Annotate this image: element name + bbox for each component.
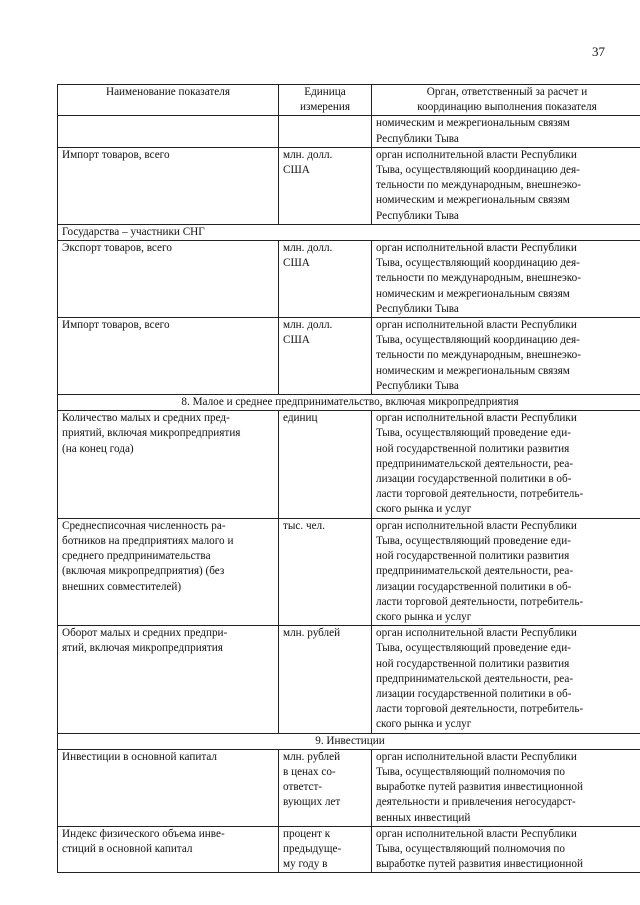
cell-text-line: Тыва, осуществляющий координацию дея-: [376, 334, 580, 347]
cell-text-line: млн. долл.: [283, 148, 333, 161]
cell-text-line: му году в: [283, 858, 328, 871]
cell-text-line: выработке путей развития инвестиционной: [376, 781, 583, 794]
table-row: [58, 241, 640, 318]
page-number: 37: [592, 44, 605, 59]
table-row: [58, 116, 640, 147]
cell-text-line: орган исполнительной власти Республики: [376, 242, 577, 255]
cell-text-line: Инвестиции в основной капитал: [62, 750, 218, 763]
cell-text-line: предпринимательской деятельности, реа-: [376, 457, 574, 470]
header-unit: [279, 85, 372, 116]
cell-text-line: Республики Тыва: [376, 209, 459, 222]
cell-text-line: (на конец года): [62, 442, 134, 455]
header-indicator-name: [58, 85, 279, 116]
cell-text-line: предпринимательской деятельности, реа-: [376, 672, 574, 685]
cell-text-line: орган исполнительной власти Республики: [376, 148, 577, 161]
unit-cell: [279, 626, 372, 733]
cell-text-line: орган исполнительной власти Республики: [376, 412, 577, 425]
table-row: [58, 626, 640, 733]
unit-cell: [279, 518, 372, 625]
cell-text-line: Количество малых и средних пред-: [62, 412, 230, 425]
cell-text-line: номическим и межрегиональным связям: [376, 194, 570, 207]
cell-text-line: лизации государственной политики в об-: [376, 473, 572, 486]
cell-text-line: США: [283, 257, 310, 270]
cell-text-line: млн. рублей: [283, 750, 341, 763]
cell-text-line: единиц: [283, 412, 318, 425]
cell-text-line: Тыва, осуществляющий проведение еди-: [376, 642, 571, 655]
indicator-name-cell: [58, 626, 279, 733]
table-row: [58, 826, 640, 873]
cell-text-line: ского рынка и услуг: [376, 503, 472, 516]
cell-text-line: номическим и межрегиональным связям: [376, 364, 570, 377]
header-col1-text: Наименование показателя: [106, 86, 230, 98]
table-header-row: [58, 85, 640, 116]
cell-text-line: орган исполнительной власти Республики: [376, 750, 577, 763]
section-row: [58, 395, 640, 411]
cell-text-line: млн. долл.: [283, 242, 333, 255]
indicator-name-cell: [58, 241, 279, 318]
cell-text-line: Тыва, осуществляющий координацию дея-: [376, 257, 580, 270]
cell-text-line: ласти торговой деятельности, потребитель-: [376, 488, 584, 501]
cell-text-line: лизации государственной политики в об-: [376, 580, 572, 593]
table-row: [58, 318, 640, 395]
cell-text-line: орган исполнительной власти Республики: [376, 319, 577, 332]
responsible-body-cell: [372, 241, 640, 318]
cell-text-line: ского рынка и услуг: [376, 718, 472, 731]
header-col3-line: Орган, ответственный за расчет и: [426, 86, 588, 98]
cell-text-line: тыс. чел.: [283, 519, 325, 532]
indicator-name-cell: [58, 147, 279, 224]
cell-text-line: вующих лет: [283, 796, 341, 809]
unit-cell: [279, 826, 372, 873]
cell-text-line: ятий, включая микропредприятия: [62, 642, 223, 655]
section-title: 9. Инвестиции: [58, 733, 640, 749]
indicator-table: [57, 84, 640, 873]
cell-text-line: среднего предпринимательства: [62, 550, 211, 563]
section-row: [58, 733, 640, 749]
indicator-name-cell: [58, 826, 279, 873]
cell-text-line: млн. рублей: [283, 627, 341, 640]
cell-text-line: предпринимательской деятельности, реа-: [376, 565, 574, 578]
cell-text-line: ной государственной политики развития: [376, 657, 570, 670]
responsible-body-cell: [372, 749, 640, 826]
cell-text-line: венных инвестиций: [376, 811, 471, 824]
header-col3-line: координацию выполнения показателя: [417, 101, 597, 114]
indicator-name-cell: [58, 411, 279, 518]
cell-text-line: ласти торговой деятельности, потребитель-: [376, 703, 584, 716]
cell-text-line: номическим и межрегиональным связям: [376, 287, 570, 300]
cell-text-line: Республики Тыва: [376, 379, 459, 392]
cell-text-line: ласти торговой деятельности, потребитель-: [376, 595, 584, 608]
table-row: [58, 411, 640, 518]
cell-text-line: Тыва, осуществляющий координацию дея-: [376, 164, 580, 177]
cell-text-line: Индекс физического объема инве-: [62, 827, 225, 840]
header-responsible-body: [372, 85, 640, 116]
unit-cell: [279, 749, 372, 826]
cell-text-line: Оборот малых и средних предпри-: [62, 627, 228, 640]
cell-text-line: орган исполнительной власти Республики: [376, 827, 577, 840]
indicator-name-cell: [58, 518, 279, 625]
unit-cell: [279, 241, 372, 318]
unit-cell: [279, 411, 372, 518]
cell-text-line: орган исполнительной власти Республики: [376, 627, 577, 640]
cell-text-line: стиций в основной капитал: [62, 842, 193, 855]
cell-text-line: Тыва, осуществляющий проведение еди-: [376, 534, 571, 547]
cell-text-line: США: [283, 164, 310, 177]
unit-cell: [279, 147, 372, 224]
section-row: [58, 224, 640, 240]
header-col2-line: измерения: [300, 101, 350, 114]
cell-text-line: Среднесписочная численность ра-: [62, 519, 226, 532]
indicator-name-cell: [58, 116, 279, 147]
indicator-name-cell: [58, 749, 279, 826]
cell-text-line: внешних совместителей): [62, 580, 182, 593]
responsible-body-cell: [372, 116, 640, 147]
cell-text-line: млн. долл.: [283, 319, 333, 332]
cell-text-line: Экспорт товаров, всего: [62, 242, 172, 255]
cell-text-line: тельности по международным, внешнеэко-: [376, 272, 581, 285]
section-title: 8. Малое и среднее предпринимательство, включая микропредприятия: [58, 395, 640, 411]
cell-text-line: номическим и межрегиональным связям: [376, 117, 570, 130]
cell-text-line: Республики Тыва: [376, 132, 459, 145]
section-title: Государства – участники СНГ: [58, 224, 640, 240]
table-row: [58, 749, 640, 826]
cell-text-line: США: [283, 334, 310, 347]
unit-cell: [279, 116, 372, 147]
cell-text-line: Республики Тыва: [376, 302, 459, 315]
cell-text-line: в ценах со-: [283, 765, 336, 778]
cell-text-line: Импорт товаров, всего: [62, 148, 170, 161]
responsible-body-cell: [372, 826, 640, 873]
cell-text-line: тельности по международным, внешнеэко-: [376, 349, 581, 362]
cell-text-line: деятельности и привлечения негосударст-: [376, 796, 576, 809]
header-col2-line: Единица: [304, 86, 346, 98]
cell-text-line: Тыва, осуществляющий проведение еди-: [376, 427, 571, 440]
cell-text-line: тельности по международным, внешнеэко-: [376, 179, 581, 192]
cell-text-line: Импорт товаров, всего: [62, 319, 170, 332]
cell-text-line: ной государственной политики развития: [376, 550, 570, 563]
cell-text-line: Тыва, осуществляющий полномочия по: [376, 842, 565, 855]
responsible-body-cell: [372, 318, 640, 395]
cell-text-line: лизации государственной политики в об-: [376, 687, 572, 700]
cell-text-line: орган исполнительной власти Республики: [376, 519, 577, 532]
cell-text-line: ной государственной политики развития: [376, 442, 570, 455]
cell-text-line: выработке путей развития инвестиционной: [376, 858, 583, 871]
cell-text-line: ского рынка и услуг: [376, 610, 472, 623]
responsible-body-cell: [372, 518, 640, 625]
cell-text-line: ответст-: [283, 781, 323, 794]
cell-text-line: ботников на предприятиях малого и: [62, 534, 234, 547]
responsible-body-cell: [372, 626, 640, 733]
indicator-name-cell: [58, 318, 279, 395]
unit-cell: [279, 318, 372, 395]
cell-text-line: процент к: [283, 827, 331, 840]
cell-text-line: Тыва, осуществляющий полномочия по: [376, 765, 565, 778]
cell-text-line: предыдуще-: [283, 842, 342, 855]
responsible-body-cell: [372, 147, 640, 224]
responsible-body-cell: [372, 411, 640, 518]
table-row: [58, 147, 640, 224]
cell-text-line: приятий, включая микропредприятия: [62, 427, 241, 440]
table-row: [58, 518, 640, 625]
cell-text-line: (включая микропредприятия) (без: [62, 565, 225, 578]
